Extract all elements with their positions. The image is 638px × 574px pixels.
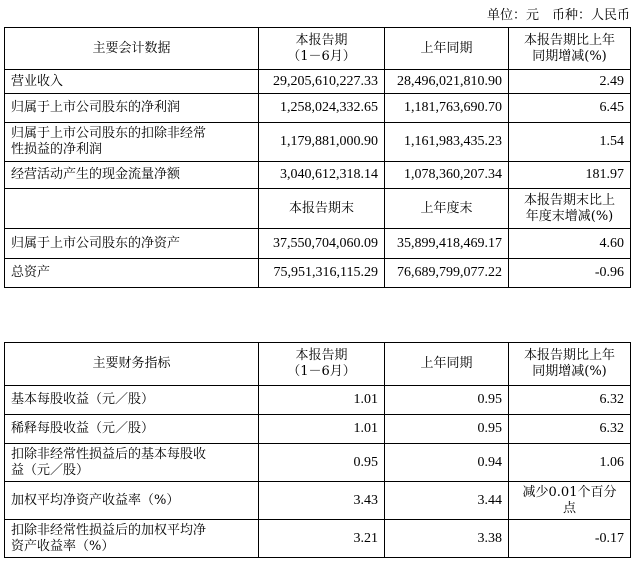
header-cell bbox=[5, 189, 259, 229]
value-cell: 3.44 bbox=[385, 482, 509, 520]
value-cell: 0.95 bbox=[385, 386, 509, 415]
row-label: 扣除非经常性损益后的加权平均净 资产收益率（%） bbox=[5, 520, 259, 558]
table-header-row bbox=[5, 28, 631, 70]
value-cell: 29,205,610,227.33 bbox=[259, 70, 385, 94]
value-cell: 0.95 bbox=[385, 415, 509, 444]
value-cell: 1,181,763,690.70 bbox=[385, 94, 509, 123]
change-cell: 181.97 bbox=[509, 162, 631, 189]
header-cell: 主要会计数据 bbox=[5, 28, 259, 70]
row-label: 归属于上市公司股东的净资产 bbox=[5, 229, 259, 259]
header-cell: 本报告期 （1－6月） bbox=[259, 343, 385, 386]
value-cell: 75,951,316,115.29 bbox=[259, 259, 385, 288]
table-row bbox=[5, 162, 631, 189]
row-label: 加权平均净资产收益率（%） bbox=[5, 482, 259, 520]
table-subheader-row bbox=[5, 189, 631, 229]
change-cell: 1.06 bbox=[509, 444, 631, 482]
header-cell: 本报告期比上年 同期增减(%) bbox=[509, 28, 631, 70]
header-cell: 本报告期末 bbox=[259, 189, 385, 229]
value-cell: 0.95 bbox=[259, 444, 385, 482]
value-cell: 76,689,799,077.22 bbox=[385, 259, 509, 288]
value-cell: 3.38 bbox=[385, 520, 509, 558]
value-cell: 35,899,418,469.17 bbox=[385, 229, 509, 259]
value-cell: 1,258,024,332.65 bbox=[259, 94, 385, 123]
row-label: 扣除非经常性损益后的基本每股收 益（元／股） bbox=[5, 444, 259, 482]
value-cell: 1.01 bbox=[259, 415, 385, 444]
value-cell: 3.43 bbox=[259, 482, 385, 520]
row-label: 营业收入 bbox=[5, 70, 259, 94]
table-row bbox=[5, 482, 631, 520]
table-row bbox=[5, 415, 631, 444]
table-row bbox=[5, 520, 631, 558]
header-cell: 主要财务指标 bbox=[5, 343, 259, 386]
header-cell: 本报告期末比上 年度末增减(%) bbox=[509, 189, 631, 229]
table-row bbox=[5, 444, 631, 482]
value-cell: 28,496,021,810.90 bbox=[385, 70, 509, 94]
row-label: 归属于上市公司股东的净利润 bbox=[5, 94, 259, 123]
value-cell: 37,550,704,060.09 bbox=[259, 229, 385, 259]
change-cell: 6.32 bbox=[509, 415, 631, 444]
table-row bbox=[5, 123, 631, 162]
header-cell: 上年度末 bbox=[385, 189, 509, 229]
value-cell: 1,078,360,207.34 bbox=[385, 162, 509, 189]
value-cell: 3,040,612,318.14 bbox=[259, 162, 385, 189]
change-cell: 减少0.01个百分 点 bbox=[509, 482, 631, 520]
header-cell: 上年同期 bbox=[385, 343, 509, 386]
value-cell: 1,161,983,435.23 bbox=[385, 123, 509, 162]
row-label: 经营活动产生的现金流量净额 bbox=[5, 162, 259, 189]
row-label: 基本每股收益（元／股） bbox=[5, 386, 259, 415]
row-label: 稀释每股收益（元／股） bbox=[5, 415, 259, 444]
header-cell: 上年同期 bbox=[385, 28, 509, 70]
table-row bbox=[5, 229, 631, 259]
change-cell: 6.32 bbox=[509, 386, 631, 415]
value-cell: 1.01 bbox=[259, 386, 385, 415]
change-cell: 6.45 bbox=[509, 94, 631, 123]
change-cell: -0.17 bbox=[509, 520, 631, 558]
value-cell: 3.21 bbox=[259, 520, 385, 558]
change-cell: 1.54 bbox=[509, 123, 631, 162]
change-cell: 4.60 bbox=[509, 229, 631, 259]
table-row bbox=[5, 94, 631, 123]
change-cell: -0.96 bbox=[509, 259, 631, 288]
table-row bbox=[5, 70, 631, 94]
unit-currency-note: 单位：元 币种：人民币 bbox=[486, 8, 630, 23]
row-label: 总资产 bbox=[5, 259, 259, 288]
key-financial-indicators-table bbox=[4, 342, 631, 558]
header-cell: 本报告期比上年 同期增减(%) bbox=[509, 343, 631, 386]
table-row bbox=[5, 259, 631, 288]
value-cell: 0.94 bbox=[385, 444, 509, 482]
row-label: 归属于上市公司股东的扣除非经常 性损益的净利润 bbox=[5, 123, 259, 162]
key-accounting-data-table bbox=[4, 27, 631, 288]
table-row bbox=[5, 386, 631, 415]
change-cell: 2.49 bbox=[509, 70, 631, 94]
value-cell: 1,179,881,000.90 bbox=[259, 123, 385, 162]
header-cell: 本报告期 （1－6月） bbox=[259, 28, 385, 70]
table-header-row bbox=[5, 343, 631, 386]
